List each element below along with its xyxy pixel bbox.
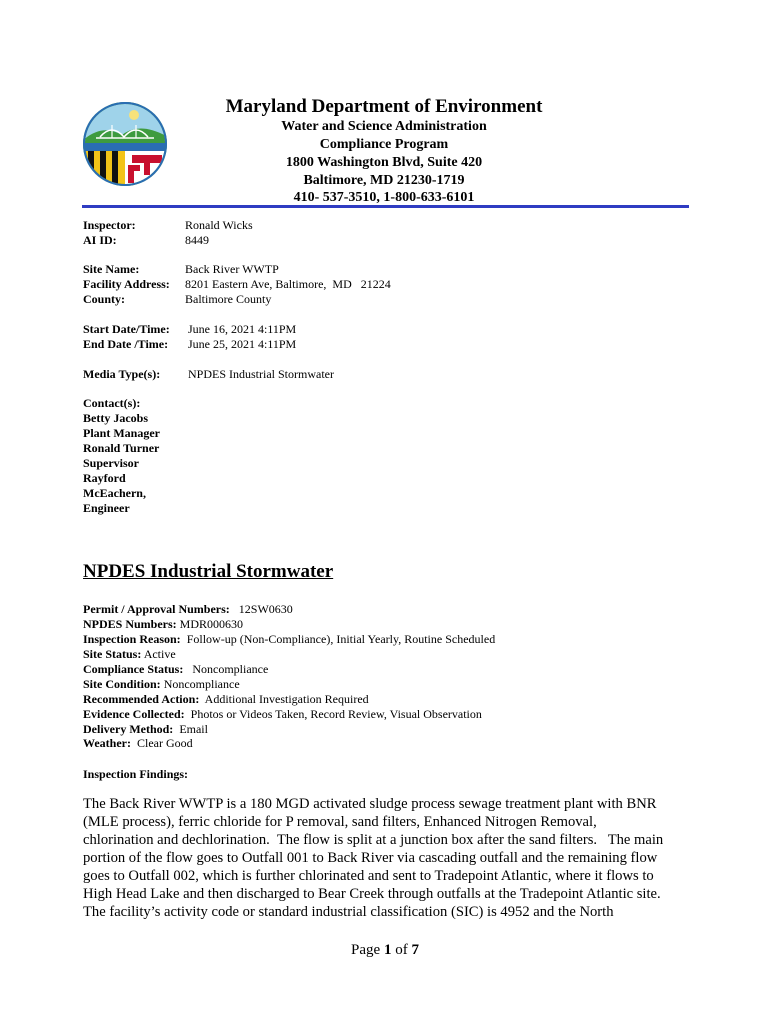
of-word: of bbox=[391, 942, 412, 958]
inspector-label: Inspector: bbox=[83, 218, 136, 232]
contacts-label: Contact(s): bbox=[83, 396, 141, 410]
findings-line: The facility’s activity code or standard industrial classification (SIC) is 4952 and the North bbox=[83, 904, 614, 920]
header-line-program: Compliance Program bbox=[319, 137, 449, 152]
field-row bbox=[83, 677, 240, 692]
contact-line: Engineer bbox=[83, 501, 130, 515]
findings-line: chlorination and dechlorination. The flow is split at a junction box after the sand filters. The main bbox=[83, 832, 664, 848]
media-type-value: NPDES Industrial Stormwater bbox=[188, 367, 334, 381]
section-title: NPDES Industrial Stormwater bbox=[83, 561, 334, 582]
field-value: Email bbox=[179, 722, 208, 736]
end-date-value: June 25, 2021 4:11PM bbox=[188, 337, 297, 351]
site-name-label: Site Name: bbox=[83, 262, 140, 276]
field-label: Permit / Approval Numbers: bbox=[83, 602, 230, 616]
field-label: Weather: bbox=[83, 736, 131, 750]
contact-line: Supervisor bbox=[83, 456, 140, 470]
contact-line: Rayford bbox=[83, 471, 126, 485]
findings-line: The Back River WWTP is a 180 MGD activated sludge process sewage treatment plant with BNR bbox=[83, 796, 657, 812]
field-label: Inspection Reason: bbox=[83, 632, 181, 646]
ai-id-value: 8449 bbox=[185, 233, 209, 247]
field-value: Noncompliance bbox=[192, 662, 269, 676]
media-type-label: Media Type(s): bbox=[83, 367, 161, 381]
field-label: Site Condition: bbox=[83, 677, 161, 691]
field-label: Site Status: bbox=[83, 647, 142, 661]
site-name-value: Back River WWTP bbox=[185, 262, 279, 276]
county-value: Baltimore County bbox=[185, 292, 272, 306]
header-line-city: Baltimore, MD 21230-1719 bbox=[303, 173, 465, 188]
field-label: Compliance Status: bbox=[83, 662, 184, 676]
page-number: 1 bbox=[383, 942, 392, 958]
field-row bbox=[83, 692, 369, 707]
page-word: Page bbox=[351, 942, 384, 958]
header-rule bbox=[82, 205, 689, 208]
field-value: Photos or Videos Taken, Record Review, Visual Observation bbox=[190, 707, 482, 721]
field-label: Evidence Collected: bbox=[83, 707, 185, 721]
header-line-street: 1800 Washington Blvd, Suite 420 bbox=[285, 155, 483, 170]
contact-line: Plant Manager bbox=[83, 426, 160, 440]
start-date-label: Start Date/Time: bbox=[83, 322, 170, 336]
mde-logo bbox=[82, 101, 168, 187]
ai-id-label: AI ID: bbox=[83, 233, 117, 247]
facility-address-value: 8201 Eastern Ave, Baltimore, MD 21224 bbox=[185, 277, 391, 291]
contact-line: McEachern, bbox=[83, 486, 146, 500]
header-line-division: Water and Science Administration bbox=[281, 119, 487, 134]
field-value: MDR000630 bbox=[179, 617, 244, 631]
field-row bbox=[83, 617, 243, 632]
contact-line: Ronald Turner bbox=[83, 441, 160, 455]
field-value: Follow-up (Non-Compliance), Initial Yearly, Routine Scheduled bbox=[186, 632, 496, 646]
field-row bbox=[83, 647, 176, 662]
page-total: 7 bbox=[411, 942, 419, 958]
field-row bbox=[83, 632, 495, 647]
field-value: 12SW0630 bbox=[238, 602, 293, 616]
findings-line: (MLE process), ferric chloride for P removal, sand filters, Enhanced Nitrogen Removal, bbox=[83, 814, 597, 830]
end-date-label: End Date /Time: bbox=[83, 337, 169, 351]
field-value: Noncompliance bbox=[163, 677, 240, 691]
field-label: Recommended Action: bbox=[83, 692, 200, 706]
facility-address-label: Facility Address: bbox=[83, 277, 170, 291]
org-title: Maryland Department of Environment bbox=[225, 96, 543, 117]
field-label: NPDES Numbers: bbox=[83, 617, 177, 631]
start-date-value: June 16, 2021 4:11PM bbox=[188, 322, 297, 336]
findings-line: portion of the flow goes to Outfall 001 to Back River via cascading outfall and the remaining flow bbox=[83, 850, 658, 866]
field-value: Additional Investigation Required bbox=[204, 692, 369, 706]
field-value: Active bbox=[143, 647, 176, 661]
field-row bbox=[83, 736, 193, 751]
field-label: Delivery Method: bbox=[83, 722, 174, 736]
findings-line: goes to Outfall 002, which is further chlorinated and sent to Tradepoint Atlantic, where it flows to bbox=[83, 868, 654, 884]
field-row bbox=[83, 722, 208, 737]
findings-line: High Head Lake and then discharged to Bear Creek through outfalls at the Tradepoint Atlantic site. bbox=[83, 886, 661, 902]
field-value: Clear Good bbox=[136, 736, 193, 750]
county-label: County: bbox=[83, 292, 126, 306]
field-row bbox=[83, 662, 268, 677]
inspector-value: Ronald Wicks bbox=[185, 218, 253, 232]
contact-line: Betty Jacobs bbox=[83, 411, 148, 425]
header-line-phone: 410- 537-3510, 1-800-633-6101 bbox=[293, 190, 475, 205]
findings-label: Inspection Findings: bbox=[83, 767, 189, 781]
page-footer bbox=[0, 942, 770, 959]
field-row bbox=[83, 602, 293, 617]
field-row bbox=[83, 707, 482, 722]
